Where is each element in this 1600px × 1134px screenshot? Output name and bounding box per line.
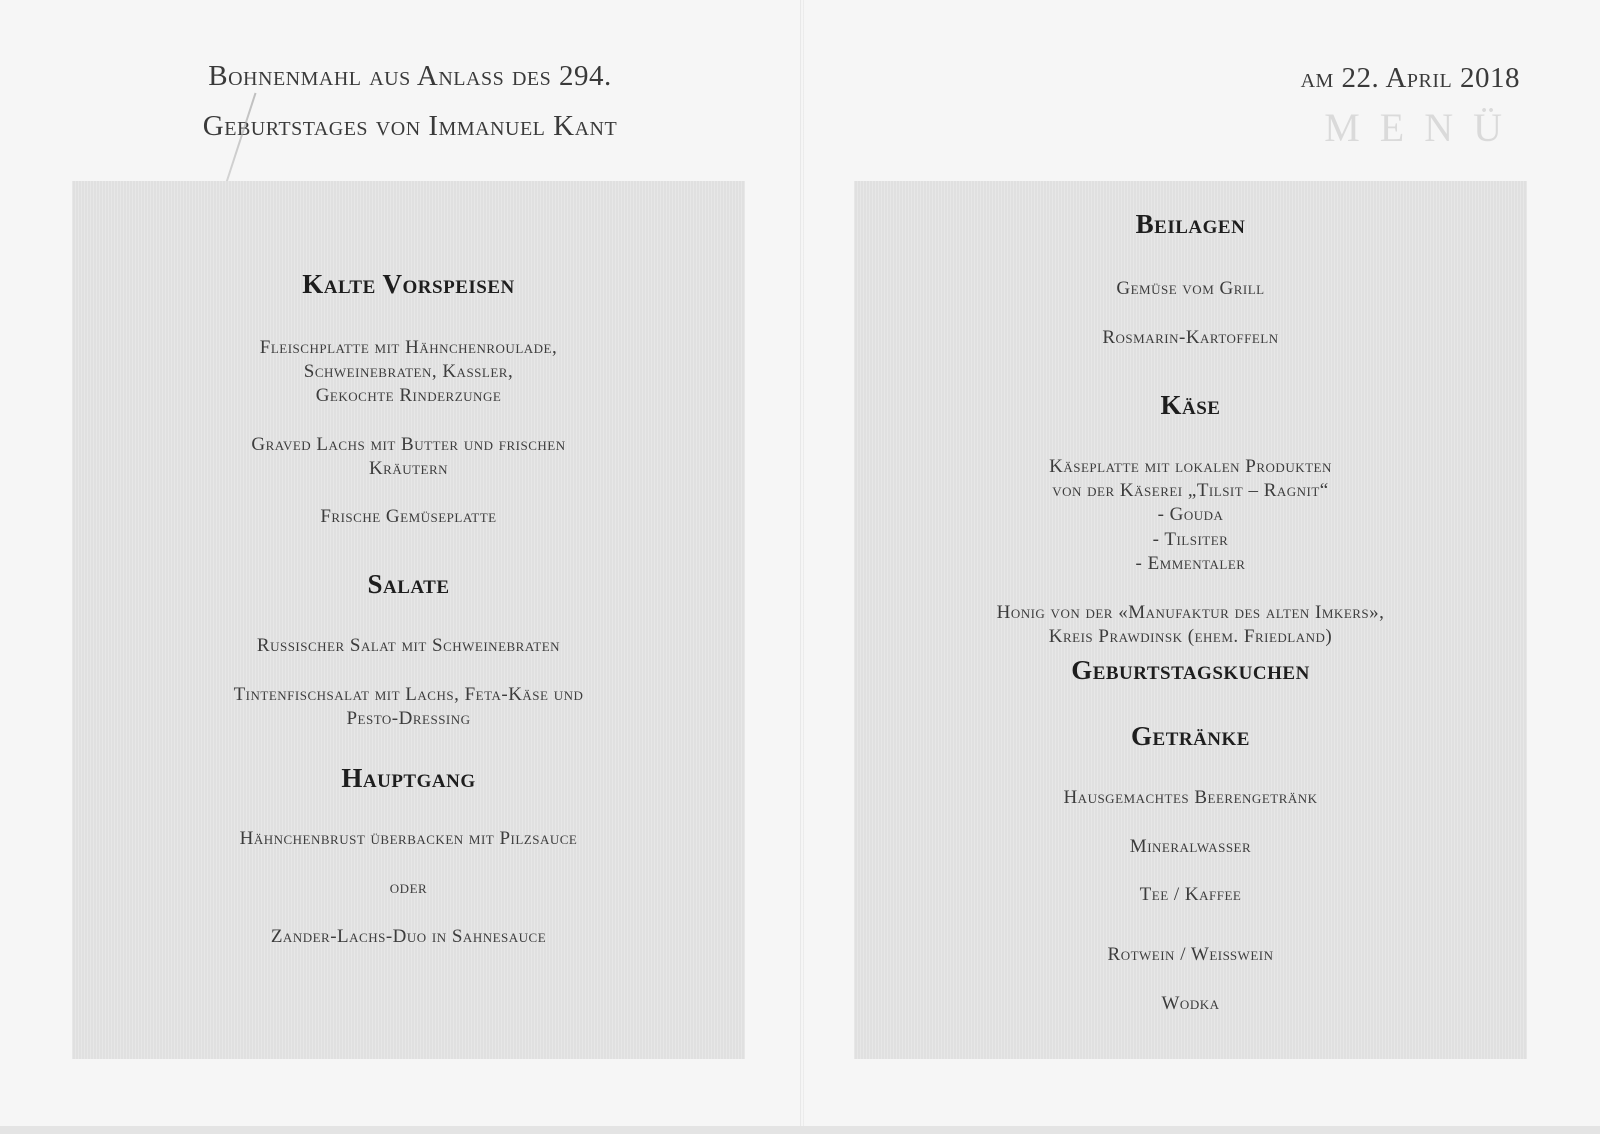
menu-item-mineralwasser: Mineralwasser — [1129, 836, 1252, 857]
event-title-line1: Bohnenmahl aus Anlass des 294. — [208, 60, 612, 92]
section-heading-salate: Salate — [367, 569, 450, 599]
menu-item-kaeseplatte-line5: - Emmentaler — [1135, 553, 1246, 574]
section-heading-hauptgang: Hauptgang — [341, 763, 476, 793]
menu-item-beerengetraenk: Hausgemachtes Beerengetränk — [1063, 787, 1318, 808]
event-date: am 22. April 2018 — [1300, 62, 1520, 94]
menu-item-gemueseplatte: Frische Gemüseplatte — [320, 506, 497, 527]
section-heading-kaese: Käse — [1160, 390, 1221, 420]
menu-item-kaeseplatte-line1: Käseplatte mit lokalen Produkten — [1049, 456, 1332, 477]
menu-item-rosmarin-kartoffeln: Rosmarin-Kartoffeln — [1102, 327, 1279, 348]
right-menu-panel — [854, 181, 1527, 1059]
menu-watermark-word: MENÜ — [1324, 105, 1522, 150]
menu-item-honig-line2: Kreis Prawdinsk (ehem. Friedland) — [1048, 626, 1333, 647]
menu-item-fleischplatte-line3: Gekochte Rinderzunge — [315, 385, 502, 406]
menu-item-wein: Rotwein / Weißwein — [1107, 944, 1274, 965]
event-title-line2: Geburtstages von Immanuel Kant — [202, 110, 618, 142]
menu-item-kaeseplatte-line2: von der Käserei „Tilsit – Ragnit“ — [1052, 480, 1329, 501]
center-fold — [800, 0, 804, 1134]
paper-edge — [0, 1126, 1600, 1134]
menu-item-honig-line1: Honig von der «Manufaktur des alten Imkers», — [996, 602, 1385, 623]
menu-item-tintenfischsalat-line1: Tintenfischsalat mit Lachs, Feta-Käse und — [233, 684, 584, 705]
menu-item-oder: oder — [389, 877, 428, 898]
left-menu-panel — [72, 181, 745, 1059]
menu-item-zander-lachs: Zander-Lachs-Duo in Sahnesauce — [270, 926, 547, 947]
menu-item-wodka: Wodka — [1161, 993, 1220, 1014]
section-heading-geburtstagskuchen: Geburtstagskuchen — [1071, 655, 1310, 685]
menu-item-graved-lachs-line2: Kräutern — [368, 458, 449, 479]
section-heading-beilagen: Beilagen — [1135, 209, 1246, 239]
menu-item-russischer-salat: Russischer Salat mit Schweinebraten — [256, 635, 561, 656]
menu-item-fleischplatte-line1: Fleischplatte mit Hähnchenroulade, — [259, 337, 558, 358]
menu-item-kaeseplatte-line4: - Tilsiter — [1152, 529, 1229, 550]
menu-item-kaeseplatte-line3: - Gouda — [1157, 504, 1224, 525]
section-heading-kalte-vorspeisen: Kalte Vorspeisen — [302, 269, 515, 299]
menu-item-tee-kaffee: Tee / Kaffee — [1139, 884, 1242, 905]
menu-item-gemuese-grill: Gemüse vom Grill — [1116, 278, 1265, 299]
menu-item-fleischplatte-line2: Schweinebraten, Kassler, — [303, 361, 514, 382]
menu-item-tintenfischsalat-line2: Pesto-Dressing — [346, 708, 471, 729]
menu-item-graved-lachs-line1: Graved Lachs mit Butter und frischen — [251, 434, 566, 455]
menu-item-haehnchenbrust: Hähnchenbrust überbacken mit Pilzsauce — [239, 828, 578, 849]
section-heading-getraenke: Getränke — [1131, 721, 1250, 751]
